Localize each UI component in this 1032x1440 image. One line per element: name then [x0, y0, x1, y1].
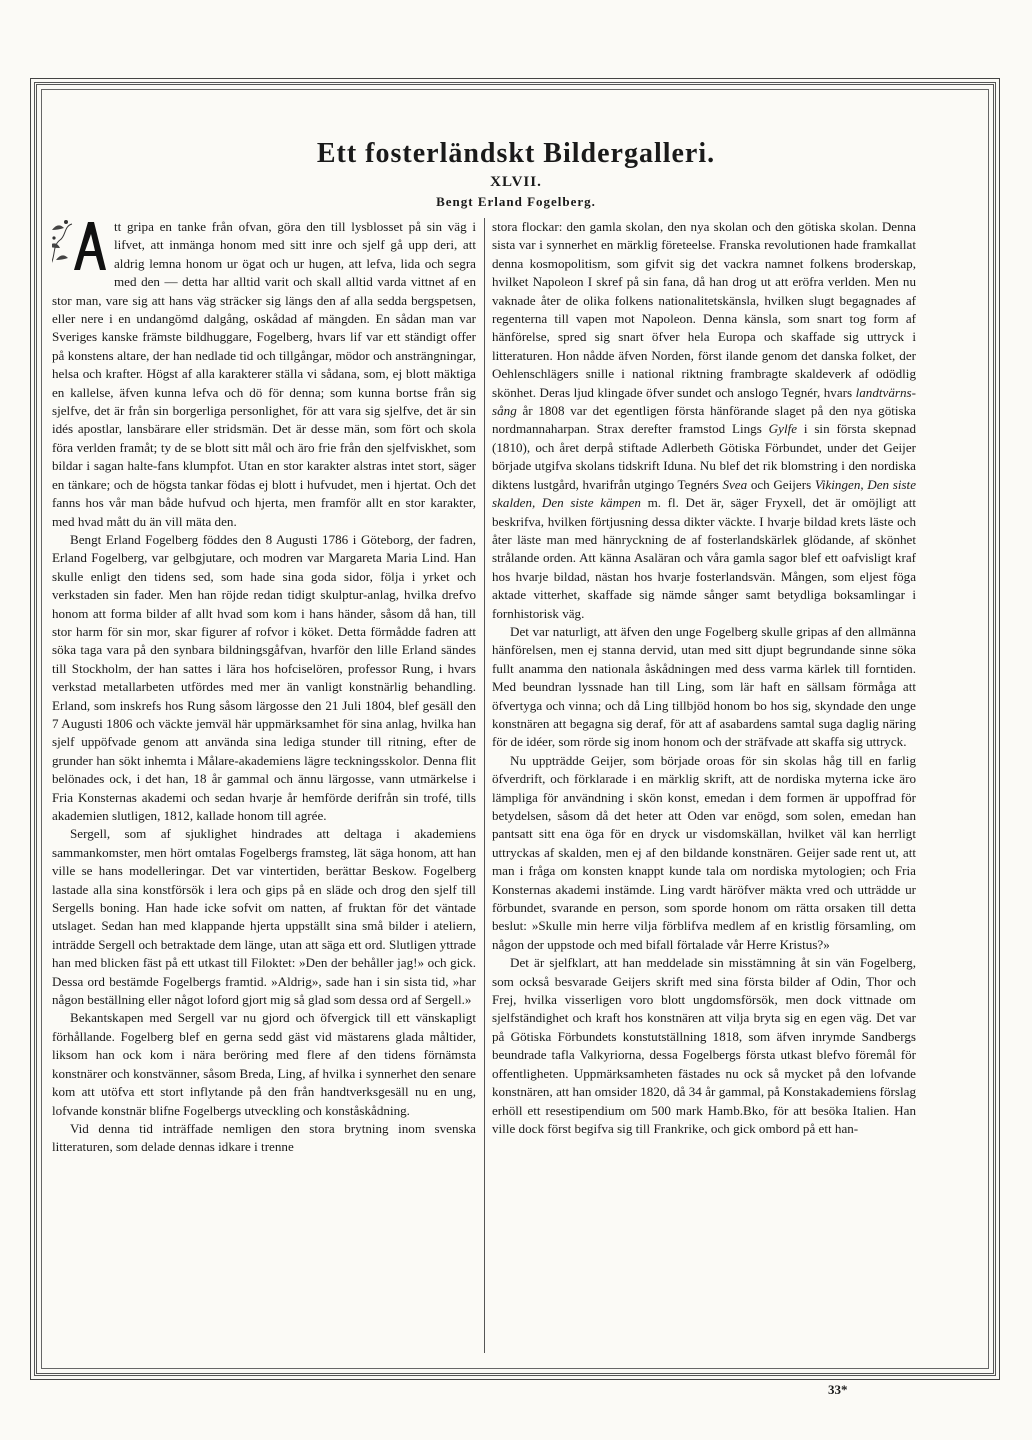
- ornamental-drop-cap-icon: [52, 218, 108, 274]
- paragraph: tt gripa en tanke från ofvan, göra den till lysblosset på sin väg i lifvet, att inmänga honom med sitt inre och sjelf gå upp deri, att aldrig lemna honom ur ögat och ur hugen, att lefva, lida och segra med den — detta har alltid varit och skall alltid varda vittnet af en stor man, vare sig att hans väg sträcker sig längs den af alla sedda bergspetsen, eller nere i en undangömd dalgång, oskådad af mängden. En sådan man var Sveriges kanske främste bildhuggare, Fogelberg, hvars lif var ett ständigt offer på konstens altare, der han nedlade tid och tillgångar, mödor och ansträngningar, helsa och krafter. Högst af alla karakterer ställa vi sådana, som, ej blott mäktiga en kallelse, äfven kunna lefva och dö för denna; som kunna bortse från sig sjelfve, det är från sin borgerliga personlighet, för att vara sig sjelfve, det är sin idés apostlar, lansbärare eller stridsmän. Det är desse män, som fört och skola föra verlden framåt; ty de se blott sitt mål och äro frie från den sjelfviskhet, som bildar i sagan halte-fans klumpfot. Utan en stor karakter alstras intet stort, säger en tänkare; och de högsta tankar födas ej blott i hufvudet, men i hjertat. Och det fanns hos vår man både hufvud och hjerta, men framför allt en stor karakter, med hvad mått du än vill mäta den.: [52, 219, 476, 529]
- article-number: XLVII.: [490, 174, 542, 190]
- italic-title: Vikingen, Den siste skalden, Den siste kämpen: [492, 476, 916, 511]
- paragraph: Bengt Erland Fogelberg föddes den 8 Augusti 1786 i Göteborg, der fadren, Erland Fogelberg, var gelbgjutare, och modren var Margareta Maria Lind. Han skulle enligt den tidens sed, som hade sina goda sidor, följa i yrket och verkstaden sin fader. Men han röjde redan tidigt skulptur-anlag, hvilka drefvo honom att forma bilder af allt hvad som kom i hans händer, såsom då han, till stor harm för sin mor, skar figurer af rofvor i köket. Detta förmådde fadren att söka taga vara på den synbara bildningsgåfvan, hvarför den lille Erland sändes till Stockholm, der han sattes i lära hos hofciselören, professor Rung, i hvars verkstad metallarbeten utfördes med mer än vanligt konstnärlig behandling. Erland, som inskrefs hos Rung såsom lärgosse den 21 Juli 1804, blef gesäll den 7 Augusti 1806 och väckte jemväl här uppmärksamhet för sina anlag, hvilka han sjelf uppöfvade genom att använda sina lediga stunder till ritning, efter de grunder han sökt inhemta i Målare-akademiens lägre teckningsskolor. Denna flit belönades ock, i det han, 18 år gammal och ännu lärgosse, vann utmärkelse i Fria Konsternas akademi och sedan hvarje år hemförde derifrån sin trofé, tills akademien slutligen, 1812, kallade honom till agrée.: [52, 531, 476, 823]
- italic-title: Svea: [722, 476, 748, 492]
- text-run: och Geijers: [750, 476, 812, 492]
- left-column: [52, 218, 476, 1353]
- paragraph: Det var naturligt, att äfven den unge Fogelberg skulle gripas af den allmänna hänförelsen, men ej stanna dervid, utan med sitt djupt begrundande sinne söka fullt anamma den nationala åskådningen med dess varma kärlek till forntiden. Med beundran lyssnade han till Ling, som lär haft en sällsam förmåga att öfvertyga och vinna; och då Ling tillbjöd honom bo hos sig, skyndade den unge konstnären att begagna sig deraf, för att af asabardens samtal suga daglig näring för de idéer, som rörde sig inom honom och der sträfvade att skaffa sig uttryck.: [492, 623, 916, 750]
- paragraph: [492, 218, 916, 623]
- paragraph: Nu uppträdde Geijer, som började oroas för sin skolas håg till en farlig öfverdrift, och förklarade i en märklig skrift, att de nordiska myterna icke äro lämpliga för användning i skön konst, emedan i dem formen är uppoffrad för betydelsen, såsom då det heter att Oden var enögd, som solen, emedan han pantsatt sitt ena öga för en dryck ur visdomskällan, hvilket väl kan herrligt uttryckas af skalden, men ej af den bildande konstnären. Geijer sade rent ut, att man i fråga om konsten knappt kunde tala om nordiska mytologien; och Fria Konsternas akademi instämde. Ling vardt häröfver mäkta vred och utträdde ur förbundet, svarande en person, som sporde honom om rätta orsaken till detta beslut: »Skulle min herre vilja förblifva medlem af en kristlig församling, om någon der uppstode och med bifall förtalade vår Herre Kristus?»: [492, 752, 916, 952]
- paragraph: Bekantskapen med Sergell var nu gjord och öfvergick till ett vänskapligt förhållande. Fogelberg blef en gerna sedd gäst vid mästarens glada måltider, liksom han ock kom i nära beröring med flere af den tidens förnämsta konstnärer och konstvänner, såsom Breda, Ling, af hvilka i synnerhet den senare kom att utöfva ett stort inflytande på den från handtverksgesäll nu en ung, lofvande konstnär blifne Fogelbergs utveckling och konståskådning.: [52, 1010, 476, 1118]
- article-title: Ett fosterländskt Bildergalleri.: [316, 138, 716, 169]
- text-run: år 1808 var det egentligen första hänförande slaget på den nya götiska nordmannaharpan. Strax derefter framstod Lings: [492, 403, 916, 437]
- article-subject: Bengt Erland Fogelberg.: [436, 194, 596, 209]
- italic-title: Gylfe: [768, 421, 798, 437]
- italic-title: landtvärns-sång: [492, 384, 916, 419]
- page-number: 33*: [828, 1382, 848, 1397]
- paragraph: Sergell, som af sjuklighet hindrades att deltaga i akademiens sammankomster, men hört omtalas Fogelbergs framsteg, lät säga honom, att han ville se hans modelleringar. Det var vintertiden, berättar Beskow. Fogelberg lastade alla sina konstförsök i lera och gips på en släde och drog den sjelf till Sergells boning. Han hade icke sofvit om natten, af fruktan för det väntade utslaget. Sedan han med klappande hjerta uppställt sina små bilder i ateliern, inträdde Sergell och betraktade dem länge, utan att säga ett ord. Slutligen yttrade han med blicken fäst på ett utkast till Filoktet: »Den der behåller jag!» och gick. Dessa ord bestämde Fogelbergs framtid. »Aldrig», sade han i sin sista tid, »har någon beställning eller något loford gjort mig så glad som dessa ord af Sergell.»: [52, 826, 476, 1008]
- right-column: [492, 218, 916, 1353]
- column-divider: [484, 218, 485, 1353]
- text-run: m. fl. Det är, säger Fryxell, det är omöjligt att beskrifva, hvilken förtjusning dessa dikter väckte. I hvarje bildad krets läste och åter läste man med hänryckning de af fosterlandskärlek glödande, af skönhet strålande orden. Att känna Asaläran och våra gamla sagor blef ett oafvisligt kraf hos hvarje bildad, nästan hos hvarje fosterlandsvän. Mången, som eljest föga aktade vitterhet, skaffade sig nämde sånger samt betydliga boksamlingar i fornhistorisk väg.: [492, 495, 916, 621]
- paragraph: Vid denna tid inträffade nemligen den stora brytning inom svenska litteraturen, som delade dennas idkare i trenne: [52, 1120, 476, 1155]
- text-run: stora flockar: den gamla skolan, den nya skolan och den götiska skolan. Denna sista var i synnerhet en märklig företeelse. Franska revolutionen hade framkallat denna kosmopolitism, som gifvit sig det vackra namnet folkens broderskap, hvilket Napoleon I skref på sin fana, då han drog ut att eröfra verlden. Men nu vaknade åter de olika folkens nationalitetskänsla, hvilken slugt begagnades af regenterna till vapen mot Napoleon. Denna känsla, som snart tog form af hänförelse, spred sig snart öfver hela Europa och skaffade sig uttryck i litteraturen. Hon nådde äfven Norden, först ilande genom det danska folket, der Oehlenschlägers snille i national riktning frambragte skaldeverk af odödlig skönhet. Deras ljud klingade öfver sundet och anslogo Tegnér, hvars: [492, 219, 916, 400]
- text-run: i sin första skepnad (1810), och året derpå stiftade Adlerbeth Götiska Förbundet, under det Geijer började utgifva skolans tidskrift Iduna. Nu blef det rik blomstring i den nordiska diktens lustgård, hvarifrån utgingo Tegnérs: [492, 421, 916, 492]
- paragraph: Det är sjelfklart, att han meddelade sin misstämning åt sin vän Fogelberg, som också besvarade Geijers skrift med sina första bilder af Odin, Thor och Frej, hvilka visserligen voro blott ungdomsförsök, men dock vittnade om sjelfständighet och kraft hos konstnären att vilja bryta sig en egen väg. Det var på Götiska Förbundets konstutställning 1818, som äfven inrymde Sandbergs beundrade tafla Valkyriorna, dessa Fogelbergs första utkast blefvo föremål för offentligheten. Uppmärksamheten fästades nu ock så mycket på den lofvande konstnären, att han omsider 1820, då 34 år gammal, på Konstakademiens förslag erhöll ett resestipendium om 500 mark Hamb.Bko, för att besöka Italien. Han ville dock först begifva sig till Frankrike, och gick ombord på ett han-: [492, 955, 916, 1136]
